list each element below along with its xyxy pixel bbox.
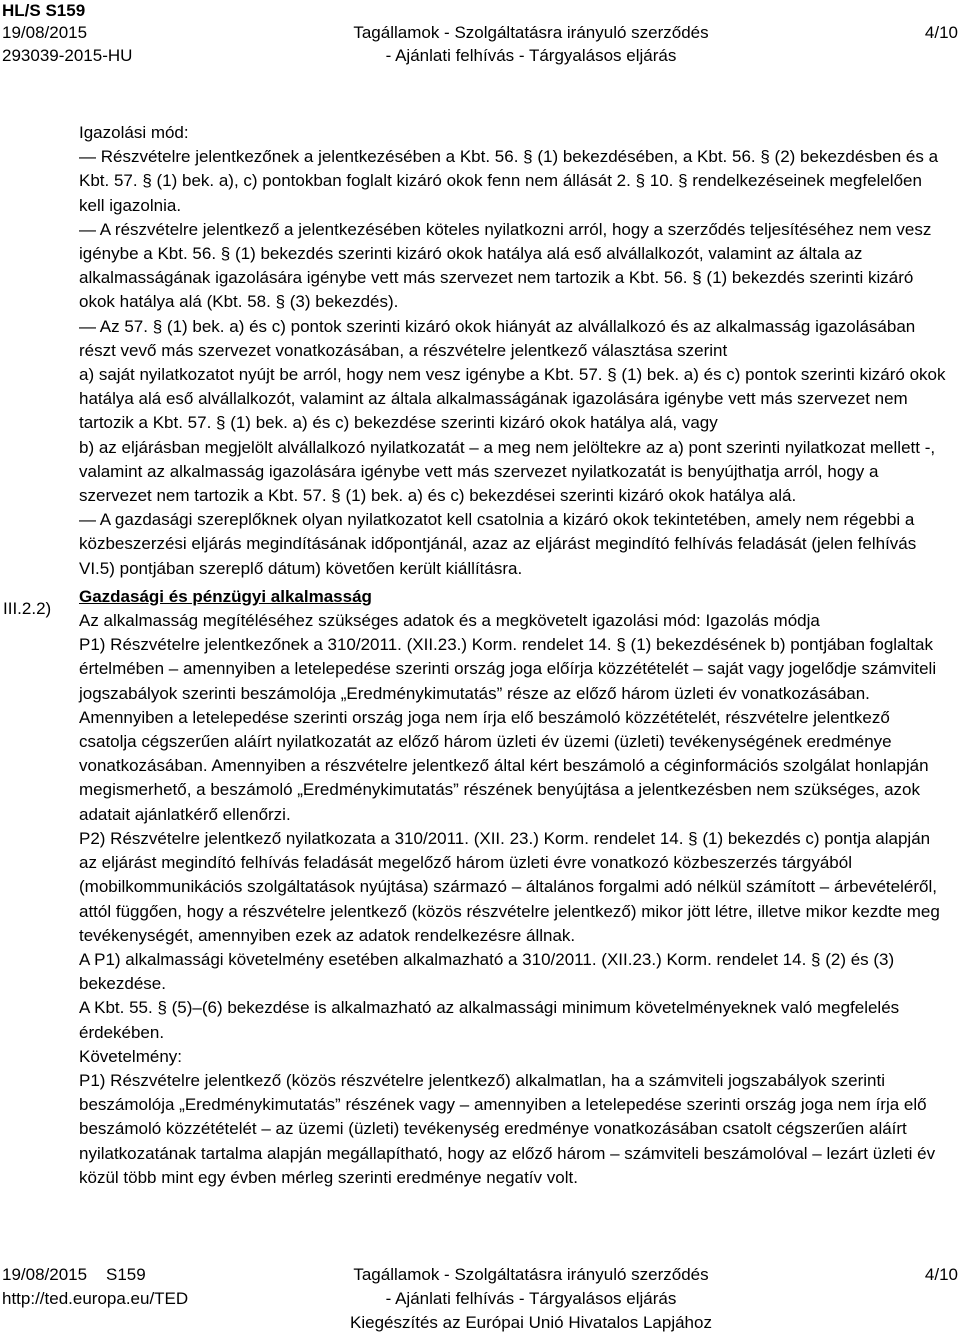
paragraph: A Kbt. 55. § (5)–(6) bekezdése is alkalmazható az alkalmassági minimum követelményeknek való megfelelés érdekében. [79,998,900,1042]
paragraph: P2) Részvételre jelentkező nyilatkozata a 310/2011. (XII. 23.) Korm. rendelet 14. § (1) bekezdés c) pontja alapján az eljárást megindító felhívás feladását megelőző három üzleti évre vonatkozó közbeszerzés tárgyából (mobilkommunikációs szolgáltatások nyújtása) származó – általános forgalmi adó nélkül számított – árbevételéről, attól függően, hogy a részvételre jelentkező (közös részvételre jelentkező) mikor jött létre, illetve mikor kezdte meg tevékenységét, amennyiben ezek az adatok rendelkezésre állnak. [79,828,940,945]
header-date: 19/08/2015 [2,23,88,42]
paragraph: P1) Részvételre jelentkező (közös részvételre jelentkező) alkalmatlan, ha a számviteli jogszabályok szerinti beszámolója „Eredménykimutatás” részének vagy – amennyiben a letelepedése szerinti ország joga nem írja elő beszámoló közzétételét – az üzemi (üzleti) tevékenység eredménye vonatkozásában csatolt cégszerűen aláírt nyilatkozatának tartalma alapján megállapítható, hogy az előző három – számviteli beszámolóval – lezárt üzleti év közül több mint egy évben mérleg szerinti eredménye negatív volt. [79,1070,936,1187]
header-title-line1: Tagállamok - Szolgáltatásra irányuló szerződés [353,23,709,42]
paragraph: a) saját nyilatkozatot nyújt be arról, hogy nem vesz igénybe a Kbt. 57. § (1) bek. a) és c) pontok szerinti kizáró okok hatálya alá eső alvállalkozót, valamint az általa alkalmasságának igazolására igénybe vett más szervezet nem tartozik a Kbt. 57. § (1) bek. a) és c) bekezdése szerinti kizáró okok hatálya alá, vagy [79,365,946,433]
paragraph: A P1) alkalmassági követelmény esetében alkalmazható a 310/2011. (XII.23.) Korm. rendelet 14. § (2) és (3) bekezdése. [79,949,895,994]
page-footer [0,1264,960,1334]
paragraph: Az alkalmasság megítéléséhez szükséges adatok és a megkövetelt igazolási mód: Igazolás módja [79,611,820,631]
doc-id: HL/S S159 [2,1,86,20]
section-number: III.2.2) [3,599,52,618]
paragraph: Követelmény: [79,1046,182,1066]
paragraph: — Részvételre jelentkezőnek a jelentkezésében a Kbt. 56. § (1) bekezdésében, a Kbt. 56. § (2) bekezdésben és a Kbt. 57. § (1) bek. a), c) pontokban foglalt kizáró okok fenn nem állását 2. § 10. § rendelkezéseinek megfelelően kell igazolnia. [79,147,939,215]
footer-url[interactable]: http://ted.europa.eu/TED [2,1289,189,1308]
page-header [0,0,960,70]
footer-title-line1: Tagállamok - Szolgáltatásra irányuló szerződés [353,1265,709,1284]
paragraph: b) az eljárásban megjelölt alvállalkozó nyilatkozatát – a meg nem jelöltekre az a) pont szerinti nyilatkozat mellett -, valamint az alkalmasság igazolására igénybe vett más szervezet nyilatkozatát is benyújthatja arról, hogy a szervezet nem tartozik a Kbt. 57. § (1) bek. a) és c) bekezdései szerinti kizáró okok hatálya alá. [79,437,936,506]
main-content [79,121,951,1190]
footer-series: S159 [106,1265,146,1284]
header-page-number: 4/10 [924,23,958,42]
paragraph: Igazolási mód: [79,123,189,142]
footer-title-line2: - Ajánlati felhívás - Tárgyalásos eljárás [385,1289,677,1308]
paragraph: P1) Részvételre jelentkezőnek a 310/2011. (XII.23.) Korm. rendelet 14. § (1) bekezdésének b) pontjában foglaltak értelmében – amennyiben a letelepedése szerinti ország joga előírja közzétételét – saját vagy jogelődje számviteli jogszabályok szerinti beszámolója „Eredménykimutatás” része az előző három üzleti év vonatkozásában. Amennyiben a letelepedése szerinti ország joga nem írja elő beszámoló közzétételét, részvételre jelentkező csatolja cégszerűen aláírt nyilatkozatát az előző három üzleti év üzemi (üzleti) tevékenységének eredménye vonatkozásában. Amennyiben a részvételre jelentkező által kért beszámoló a céginformációs szolgálat honlapján megismerhető, a beszámoló „Eredménykimutatás” részének benyújtása a jelentkezésben nem szükséges, azok adatait ajánlatkérő ellenőrzi. [79,635,937,824]
paragraph: — A részvételre jelentkező a jelentkezésében köteles nyilatkozni arról, hogy a szerződés teljesítéséhez nem vesz igénybe a Kbt. 56. § (1) bekezdés szerinti kizáró okok hatálya alá eső alvállalkozót, valamint az általa az alkalmasságának igazolására igénybe vett más szervezet nem tartozik a Kbt. 56. § (1) bekezdés szerinti kizáró okok hatálya alá (Kbt. 58. § (3) bekezdés). [79,219,932,312]
header-title-line2: - Ajánlati felhívás - Tárgyalásos eljárás [385,46,677,65]
footer-page-number: 4/10 [924,1265,958,1284]
section-heading: Gazdasági és pénzügyi alkalmasság [79,586,372,606]
footer-date: 19/08/2015 [2,1265,88,1284]
paragraph: — A gazdasági szereplőknek olyan nyilatkozatot kell csatolnia a kizáró okok tekintetében, amely nem régebbi a közbeszerzési eljárás megindításának időpontjánál, azaz az eljárást megindító felhívás feladását (jelen felhívás VI.5) pontjában szereplő dátum) követően került kiállításra. [79,510,917,578]
notice-number: 293039-2015-HU [2,46,133,65]
footer-title-line3: Kiegészítés az Európai Unió Hivatalos Lapjához [350,1313,712,1332]
paragraph: — Az 57. § (1) bek. a) és c) pontok szerinti kizáró okok hiányát az alvállalkozó és az alkalmasság igazolásában részt vevő más szervezet vonatkozásában, a részvételre jelentkező választása szerint [79,316,916,360]
